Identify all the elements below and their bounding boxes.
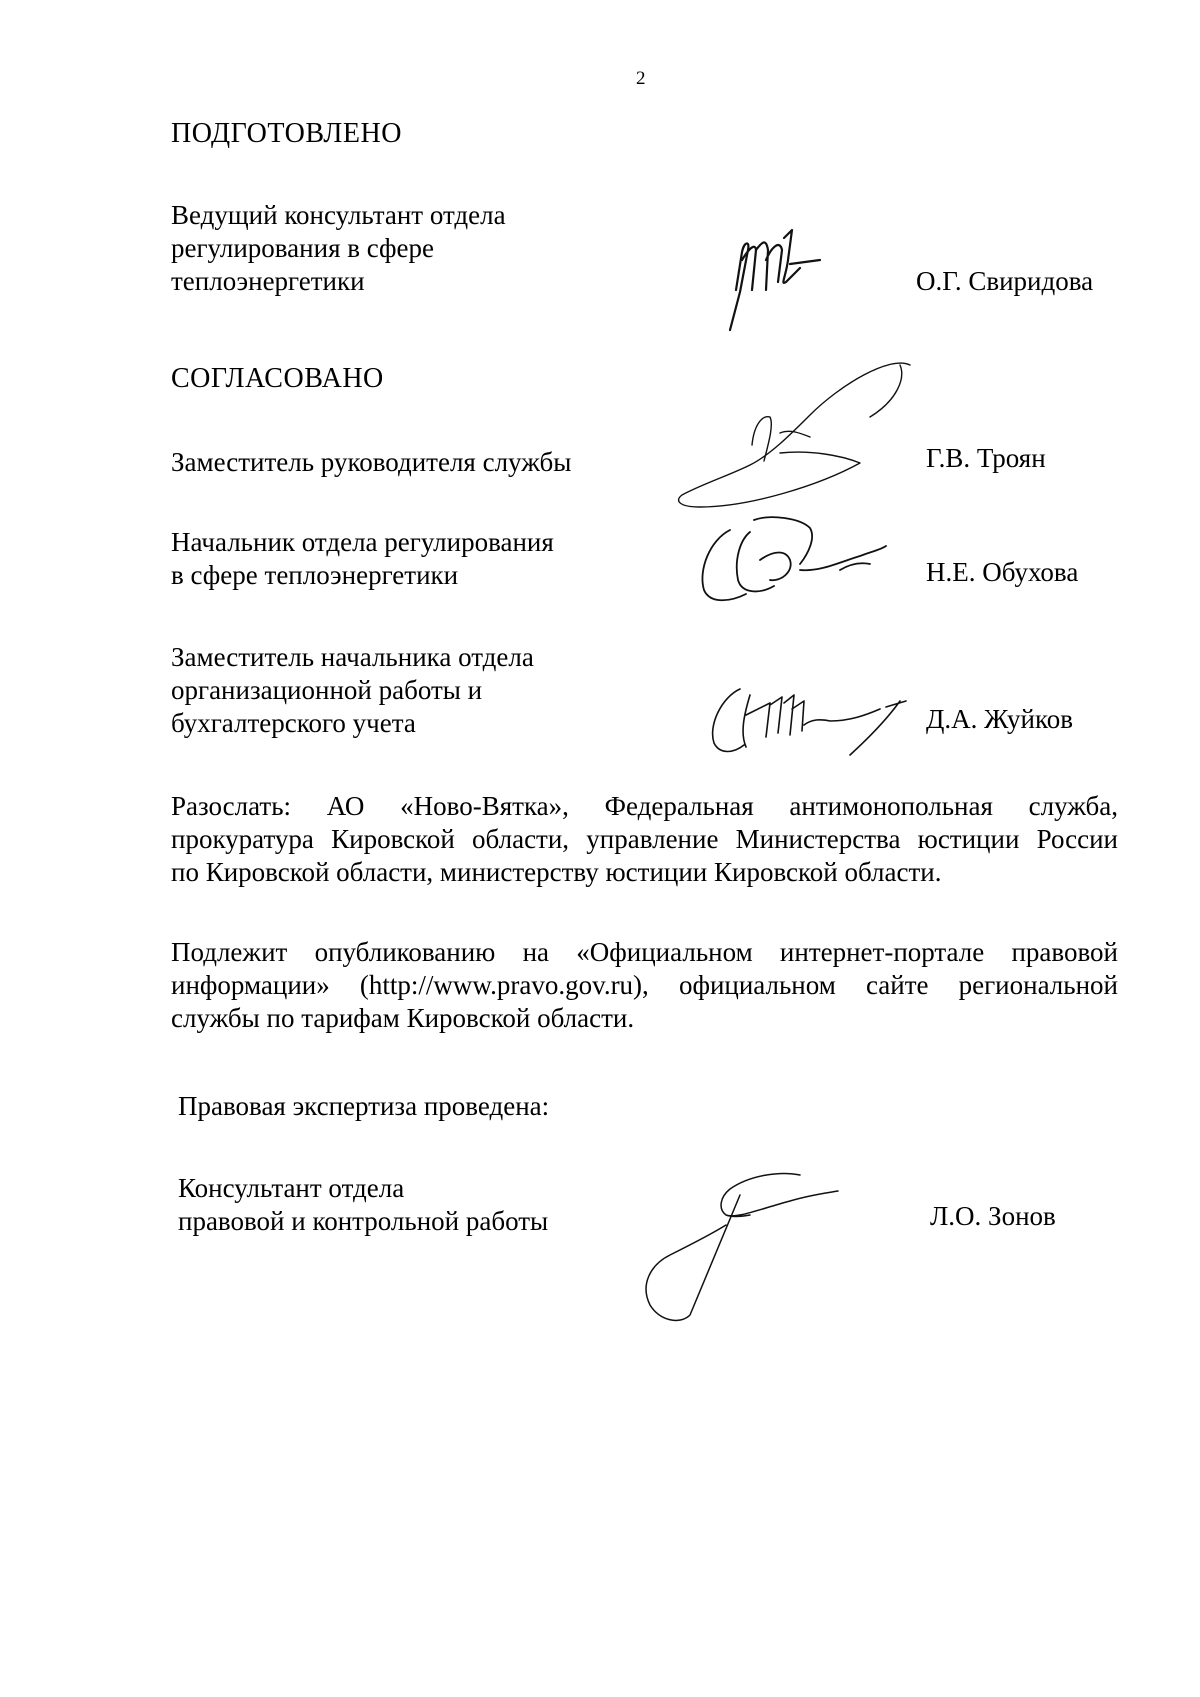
prepared-position-line-3: теплоэнергетики — [171, 266, 365, 296]
page-number: 2 — [636, 68, 646, 89]
approved-signer-3-position-line-2: организационной работы и — [171, 675, 483, 705]
approved-signer-2-name: Н.Е. Обухова — [926, 557, 1079, 587]
approved-signer-1-name: Г.В. Троян — [926, 443, 1046, 473]
signature-troyan — [670, 345, 920, 520]
approved-signer-3-name: Д.А. Жуйков — [926, 704, 1073, 734]
legal-review-heading: Правовая экспертиза проведена: — [178, 1091, 550, 1121]
signature-obukhova — [690, 510, 890, 610]
approved-signer-1-position-line-1: Заместитель руководителя службы — [171, 447, 572, 477]
signature-sviridova — [700, 220, 860, 340]
legal-review-signer-name: Л.О. Зонов — [930, 1201, 1056, 1231]
distribution-line-1: Разослать: АО «Ново-Вятка», Федеральная антимонопольная служба, — [171, 791, 1118, 821]
signature-zonov — [630, 1155, 850, 1325]
distribution-line-3: по Кировской области, министерству юстиции Кировской области. — [171, 857, 942, 887]
approved-signer-3-position-line-3: бухгалтерского учета — [171, 708, 416, 738]
legal-review-position-line-1: Консультант отдела — [178, 1173, 405, 1203]
prepared-position-line-2: регулирования в сфере — [171, 233, 435, 263]
prepared-position-line-1: Ведущий консультант отдела — [171, 200, 506, 230]
approved-signer-2-position-line-2: в сфере теплоэнергетики — [171, 560, 459, 590]
approved-signer-3-position-line-1: Заместитель начальника отдела — [171, 642, 534, 672]
signature-zhuikov — [700, 675, 920, 765]
publication-line-2: информации» (http://www.pravo.gov.ru), официальном сайте региональной — [171, 970, 1118, 1000]
prepared-signer-name: О.Г. Свиридова — [916, 266, 1094, 296]
approved-heading: СОГЛАСОВАНО — [171, 363, 384, 394]
approved-signer-2-position-line-1: Начальник отдела регулирования — [171, 527, 554, 557]
distribution-line-2: прокуратура Кировской области, управление Министерства юстиции России — [171, 824, 1118, 854]
legal-review-position-line-2: правовой и контрольной работы — [178, 1206, 549, 1236]
publication-line-1: Подлежит опубликованию на «Официальном интернет-портале правовой — [171, 937, 1118, 967]
prepared-heading: ПОДГОТОВЛЕНО — [171, 118, 402, 149]
publication-line-3: службы по тарифам Кировской области. — [171, 1003, 635, 1033]
